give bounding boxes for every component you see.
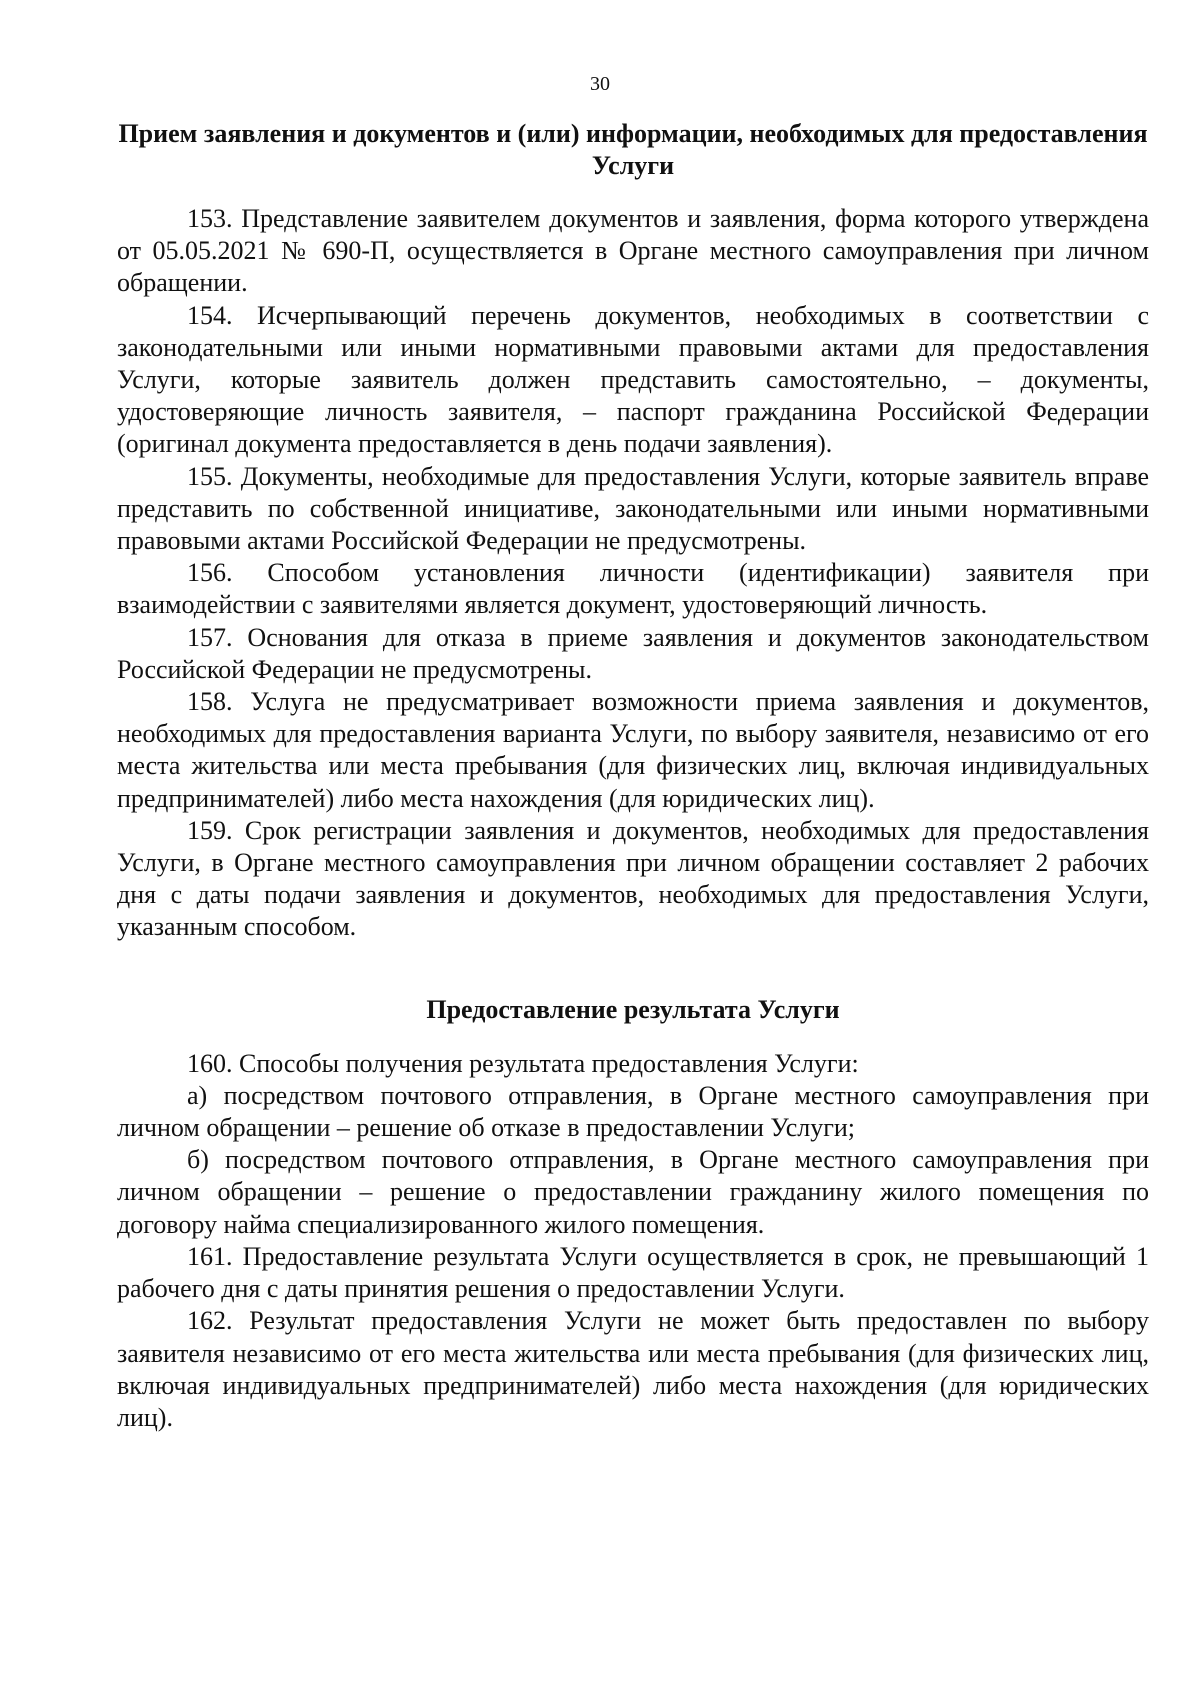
- paragraph-157: 157. Основания для отказа в приеме заявления и документов законодательством Российской Федерации не предусмотрены.: [117, 622, 1149, 684]
- paragraph-162: 162. Результат предоставления Услуги не может быть предоставлен по выбору заявителя независимо от его места жительства или места пребывания (для физических лиц, включая индивидуальных предпринимателей) либо места нахождения (для юридических лиц).: [117, 1306, 1149, 1432]
- page-number: 30: [590, 73, 610, 95]
- paragraph-155: 155. Документы, необходимые для предоставления Услуги, которые заявитель вправе представить по собственной инициативе, законодательными или иными нормативными правовыми актами Российской Федерации не предусмотрены.: [117, 461, 1149, 556]
- section-title-result-delivery: Предоставление результата Услуги: [426, 994, 840, 1024]
- paragraph-160-a: а) посредством почтового отправления, в Органе местного самоуправления при личном обращении – решение об отказе в предоставлении Услуги;: [117, 1080, 1149, 1143]
- paragraph-160-b: б) посредством почтового отправления, в Органе местного самоуправления при личном обращении – решение о предоставлении гражданину жилого помещения по договору найма специализированного жилого помещения.: [117, 1145, 1149, 1239]
- section-title-application-acceptance: Прием заявления и документов и (или) информации, необходимых для предоставления Услуги: [118, 119, 1148, 180]
- paragraph-160: 160. Способы получения результата предоставления Услуги:: [187, 1048, 859, 1078]
- paragraph-158: 158. Услуга не предусматривает возможности приема заявления и документов, необходимых для предоставления варианта Услуги, по выбору заявителя, независимо от его места жительства или места пребывания (для физических лиц, включая индивидуальных предпринимателей) либо места нахождения (для юридических лиц).: [117, 687, 1149, 813]
- paragraph-153: 153. Представление заявителем документов и заявления, форма которого утверждена от 05.05.2021 № 690-П, осуществляется в Органе местного самоуправления при личном обращении.: [117, 204, 1149, 298]
- paragraph-154: 154. Исчерпывающий перечень документов, необходимых в соответствии с законодательными или иными нормативными правовыми актами для предоставления Услуги, которые заявитель должен представить самостоятельно, – документы, удостоверяющие личность заявителя, – паспорт гражданина Российской Федерации (оригинал документа предоставляется в день подачи заявления).: [117, 300, 1149, 459]
- paragraph-156: 156. Способом установления личности (идентификации) заявителя при взаимодействии с заявителями является документ, удостоверяющий личность.: [117, 558, 1149, 620]
- document-content: [117, 118, 1149, 1434]
- paragraph-159: 159. Срок регистрации заявления и документов, необходимых для предоставления Услуги, в Органе местного самоуправления при личном обращении составляет 2 рабочих дня с даты подачи заявления и документов, необходимых для предоставления Услуги, указанным способом.: [117, 815, 1149, 942]
- paragraph-161: 161. Предоставление результата Услуги осуществляется в срок, не превышающий 1 рабочего дня с даты принятия решения о предоставлении Услуги.: [117, 1241, 1149, 1304]
